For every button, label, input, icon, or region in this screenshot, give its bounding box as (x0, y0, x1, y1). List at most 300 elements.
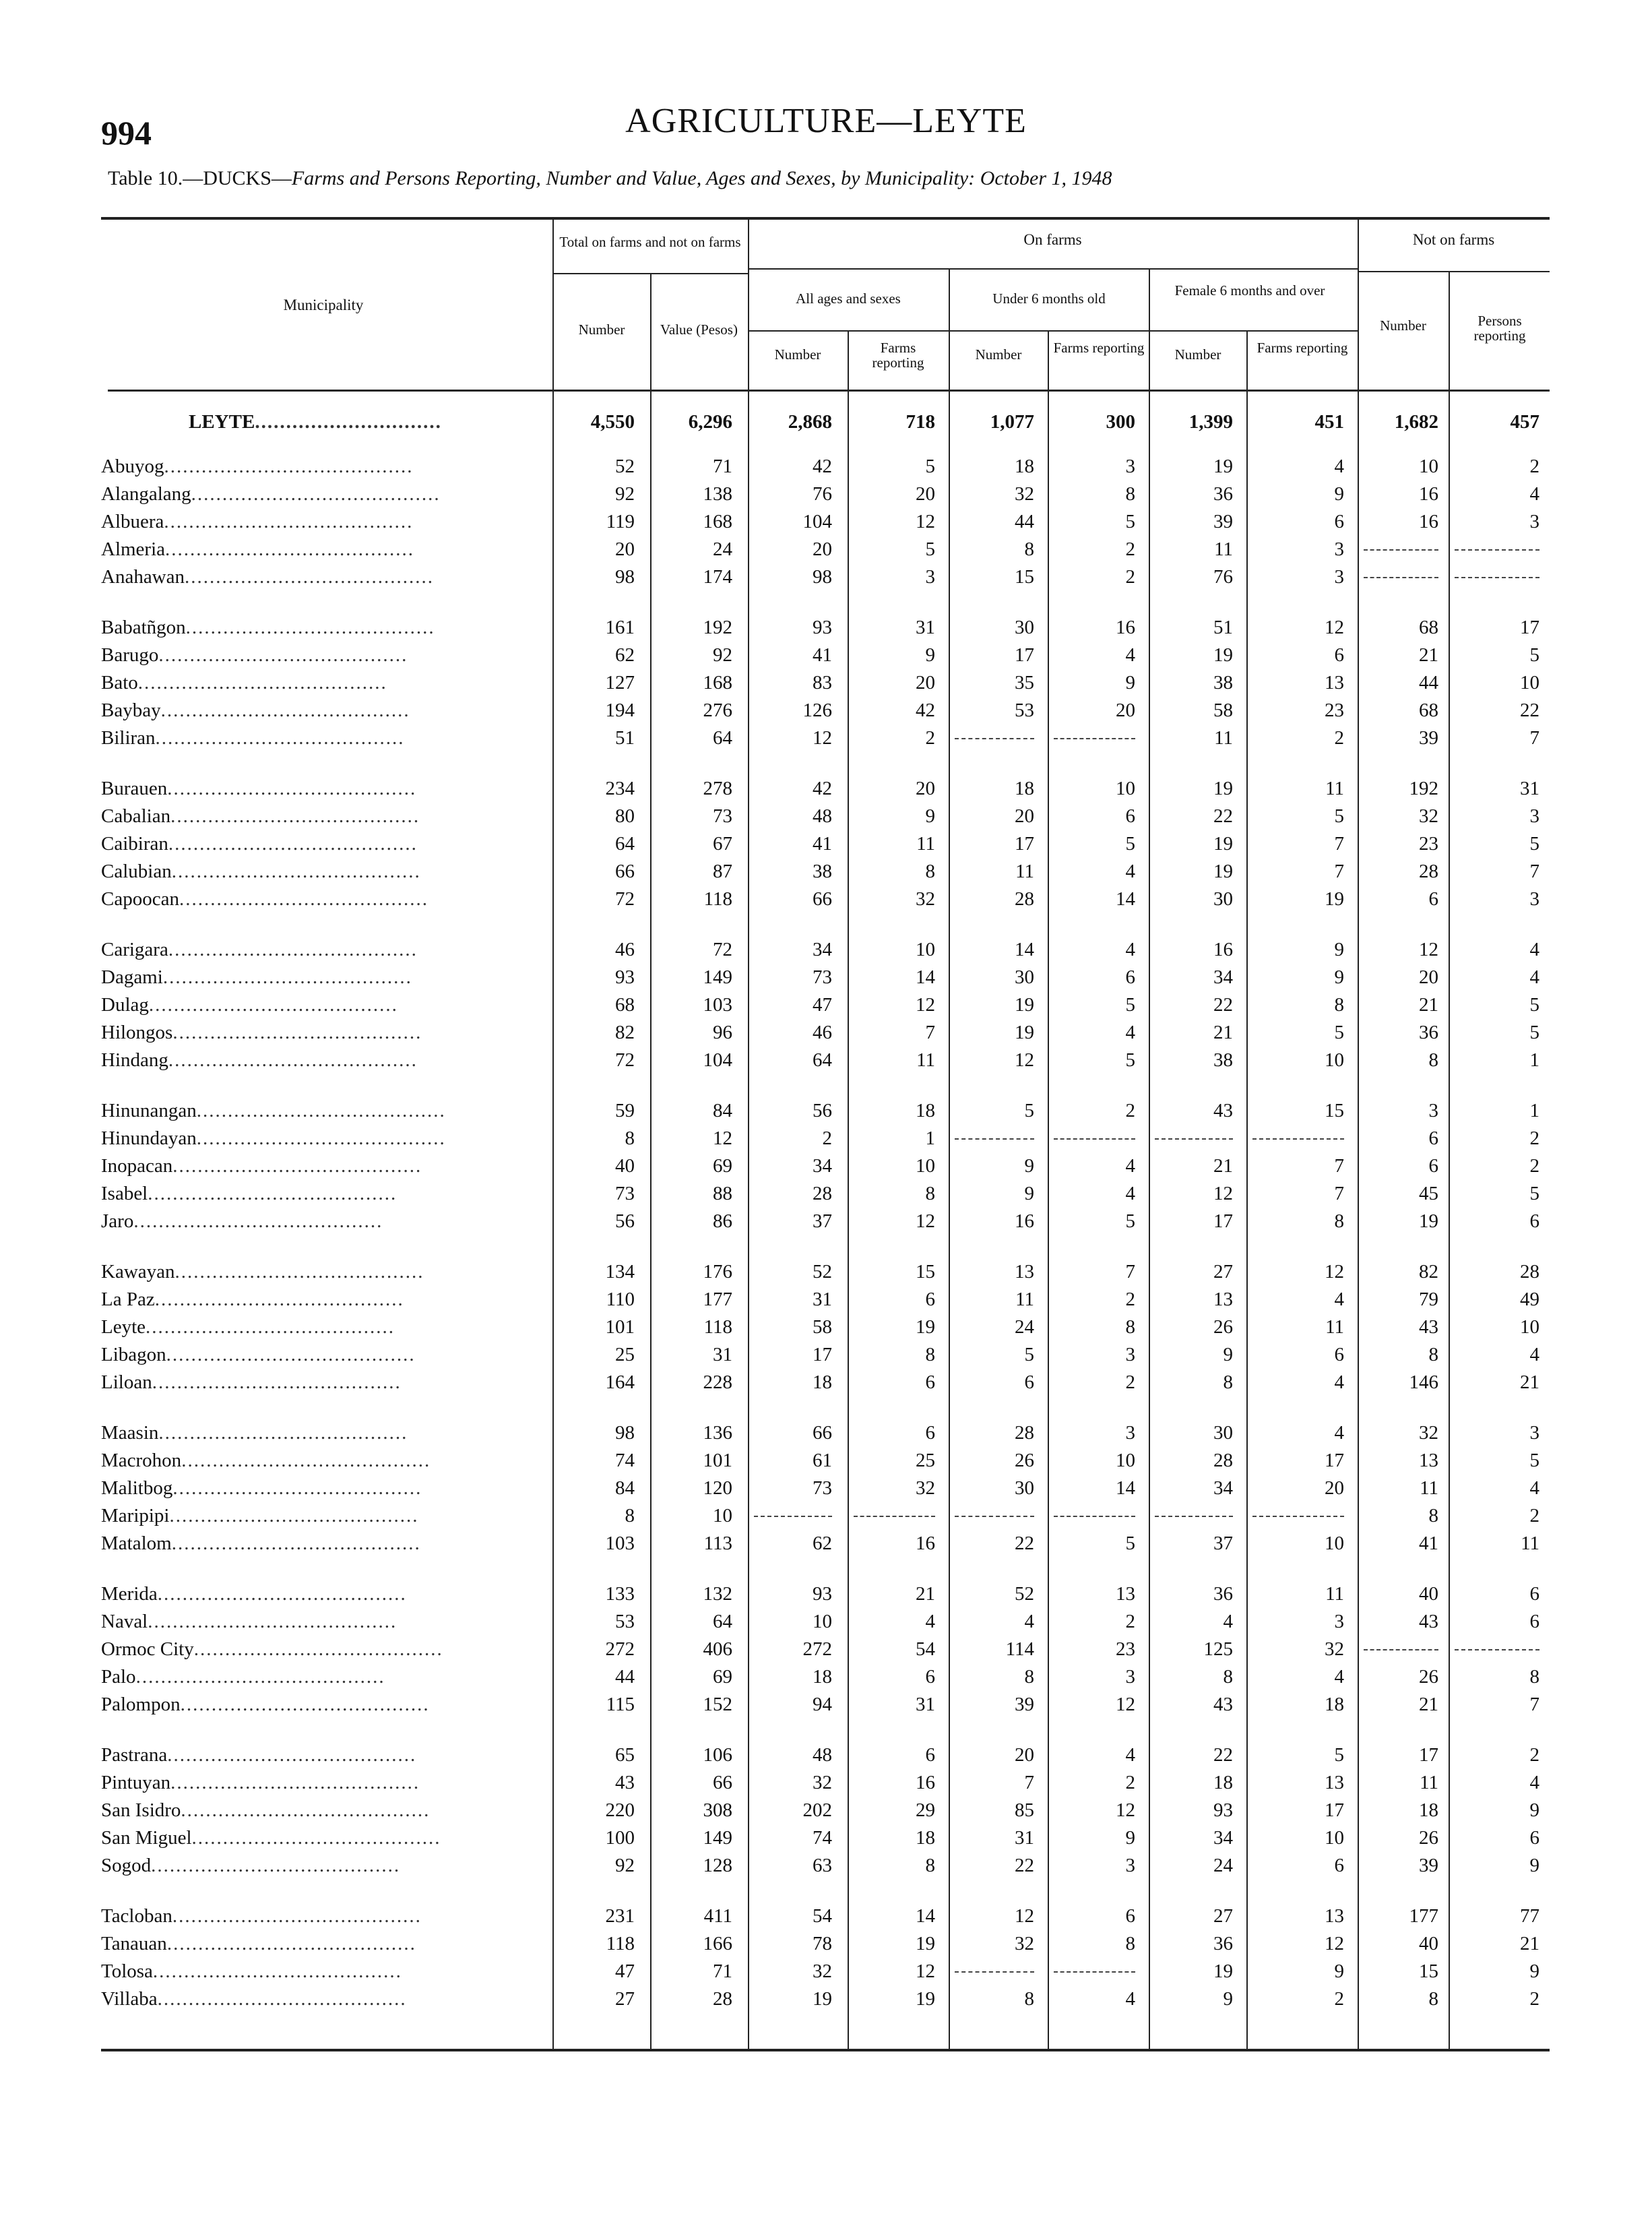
under6-number-cell: 114 (1005, 1638, 1034, 1660)
total-value-cell: 192 (703, 617, 732, 638)
not-number-cell: 8 (1428, 1344, 1438, 1365)
not-number-cell: 45 (1419, 1183, 1438, 1204)
all-number-cell: 78 (813, 1933, 832, 1954)
under6-number-cell: 15 (1015, 566, 1034, 588)
female6-farms-cell: 4 (1334, 1289, 1344, 1310)
all-number-cell: 42 (813, 456, 832, 477)
table-row (0, 1208, 1652, 1235)
female6-farms-cell: 23 (1325, 700, 1344, 721)
total-number-cell: 92 (615, 483, 635, 505)
not-number-cell: 68 (1419, 617, 1438, 638)
under6-number-cell: 19 (1015, 1022, 1034, 1043)
total-value-cell: 118 (703, 1316, 732, 1338)
under6-farms-cell: 6 (1125, 966, 1135, 988)
female6-farms-cell: 5 (1334, 1022, 1344, 1043)
all-farms-cell: 5 (925, 538, 935, 560)
persons-reporting-dash (1455, 1649, 1539, 1650)
total-number-cell: 115 (606, 1694, 635, 1715)
not-number-cell: 39 (1419, 1855, 1438, 1876)
female6-number-cell: 51 (1213, 617, 1233, 638)
municipality-name: Maasin........................................ (101, 1422, 408, 1444)
female6-number-cell: 11 (1214, 727, 1233, 749)
municipality-name: Leyte........................................ (101, 1316, 395, 1338)
all-farms-cell: 8 (925, 1855, 935, 1876)
total-number-cell: 8 (625, 1128, 635, 1149)
table-row (0, 1341, 1652, 1368)
all-farms-cell: 32 (916, 888, 935, 910)
persons-reporting-cell: 2 (1529, 456, 1539, 477)
municipality-name: Ormoc City........................................ (101, 1638, 443, 1660)
total-value-cell: 71 (713, 1960, 732, 1982)
not-number-cell: 15 (1419, 1960, 1438, 1982)
total-number-cell: 27 (615, 1988, 635, 2010)
not-number-cell: 32 (1419, 1422, 1438, 1444)
table-row (0, 1286, 1652, 1313)
under6-farms-cell: 4 (1125, 861, 1135, 882)
under6-farms-cell: 8 (1125, 1316, 1135, 1338)
table-row (0, 1125, 1652, 1152)
under6-farms-cell: 8 (1125, 483, 1135, 505)
table-row (0, 1824, 1652, 1851)
under6-farms-cell: 5 (1125, 1533, 1135, 1554)
not-number-dash (1364, 1649, 1438, 1650)
not-number-cell: 40 (1419, 1933, 1438, 1954)
onfarms-rule (748, 268, 1358, 270)
under6-farms-cell: 2 (1125, 538, 1135, 560)
total-value-cell: 406 (703, 1638, 732, 1660)
total-number-cell: 98 (615, 1422, 635, 1444)
under6-farms-header: Farms reporting (1053, 340, 1145, 356)
female6-farms-cell: 15 (1325, 1100, 1344, 1121)
all-number-cell: 66 (813, 888, 832, 910)
all-farms-cell: 19 (916, 1316, 935, 1338)
not-number-cell: 6 (1428, 888, 1438, 910)
all-farms-cell: 20 (916, 778, 935, 799)
total-value-cell: 177 (703, 1289, 732, 1310)
female6-number-cell: 13 (1213, 1289, 1233, 1310)
persons-reporting-cell: 1 (1529, 1049, 1539, 1071)
under6-farms-cell: 4 (1125, 1183, 1135, 1204)
not-number-cell: 6 (1428, 1155, 1438, 1177)
not-number-cell: 44 (1419, 672, 1438, 693)
female6-farms-cell: 20 (1325, 1477, 1344, 1499)
not-number-cell: 40 (1419, 1583, 1438, 1605)
female6-number-cell: 22 (1213, 994, 1233, 1016)
all-farms-cell: 29 (916, 1799, 935, 1821)
persons-reporting-cell: 7 (1529, 861, 1539, 882)
total-value-cell: 92 (713, 644, 732, 666)
under6-number-cell: 85 (1015, 1799, 1034, 1821)
under6-number-cell: 35 (1015, 672, 1034, 693)
all-number-cell: 76 (813, 483, 832, 505)
under6-farms-dash (1054, 738, 1135, 739)
persons-reporting-cell: 9 (1529, 1799, 1539, 1821)
all-number-cell: 62 (813, 1533, 832, 1554)
table-row (0, 1369, 1652, 1396)
all-farms-cell: 12 (916, 994, 935, 1016)
total-cell: 6,296 (688, 411, 732, 433)
under6-farms-dash (1054, 1971, 1135, 1973)
all-farms-cell: 25 (916, 1450, 935, 1471)
female6-number-cell: 19 (1213, 833, 1233, 855)
all-farms-cell: 10 (916, 1155, 935, 1177)
all-number-cell: 54 (813, 1905, 832, 1927)
female6-farms-cell: 7 (1334, 1155, 1344, 1177)
female6-farms-cell: 7 (1334, 833, 1344, 855)
not-number-cell: 16 (1419, 511, 1438, 532)
not-number-cell: 6 (1428, 1128, 1438, 1149)
total-value-cell: 64 (713, 1611, 732, 1632)
under6-number-cell: 52 (1015, 1583, 1034, 1605)
all-farms-cell: 3 (925, 566, 935, 588)
total-value-cell: 10 (713, 1505, 732, 1526)
not-number-cell: 11 (1420, 1477, 1438, 1499)
total-value-cell: 96 (713, 1022, 732, 1043)
all-number-cell: 63 (813, 1855, 832, 1876)
all-number-cell: 46 (813, 1022, 832, 1043)
all-number-cell: 93 (813, 1583, 832, 1605)
persons-reporting-cell: 2 (1529, 1744, 1539, 1766)
caption-label: Table 10.—DUCKS— (108, 167, 292, 189)
under6-farms-cell: 2 (1125, 1100, 1135, 1121)
all-farms-cell: 32 (916, 1477, 935, 1499)
total-number-cell: 66 (615, 861, 635, 882)
all-farms-cell: 11 (916, 833, 935, 855)
municipality-name: Babatñgon........................................ (101, 617, 435, 638)
persons-reporting-cell: 49 (1520, 1289, 1539, 1310)
persons-reporting-cell: 4 (1529, 483, 1539, 505)
female6-number-cell: 8 (1223, 1371, 1233, 1393)
under6-number-dash (955, 1138, 1034, 1140)
all-number-cell: 74 (813, 1827, 832, 1849)
under6-farms-cell: 7 (1125, 1261, 1135, 1283)
persons-reporting-cell: 6 (1529, 1611, 1539, 1632)
total-value-cell: 103 (703, 994, 732, 1016)
under6-number-cell: 22 (1015, 1855, 1034, 1876)
municipality-name: Palompon........................................ (101, 1694, 430, 1715)
not-number-cell: 3 (1428, 1100, 1438, 1121)
table-row (0, 481, 1652, 507)
under6-number-cell: 9 (1024, 1183, 1034, 1204)
total-number-cell: 101 (605, 1316, 635, 1338)
total-number-cell: 65 (615, 1744, 635, 1766)
persons-reporting-cell: 11 (1521, 1533, 1539, 1554)
all-number-cell: 17 (813, 1344, 832, 1365)
total-cell: 451 (1314, 411, 1344, 433)
total-value-cell: 118 (703, 888, 732, 910)
all-number-cell: 12 (813, 727, 832, 749)
persons-reporting-cell: 4 (1529, 1477, 1539, 1499)
under6-number-dash (955, 1971, 1034, 1973)
municipality-name: Villaba........................................ (101, 1988, 407, 2010)
all-number-cell: 56 (813, 1100, 832, 1121)
all-farms-cell: 15 (916, 1261, 935, 1283)
all-farms-cell: 5 (925, 456, 935, 477)
female6-number-cell: 19 (1213, 861, 1233, 882)
all-number-cell: 41 (813, 644, 832, 666)
table-row (0, 1447, 1652, 1474)
municipality-name: Anahawan........................................ (101, 566, 435, 588)
all-farms-dash (854, 1516, 935, 1517)
all-number-cell: 94 (813, 1694, 832, 1715)
total-value-cell: 69 (713, 1666, 732, 1688)
all-farms-cell: 12 (916, 511, 935, 532)
all-farms-cell: 11 (916, 1049, 935, 1071)
not-number-cell: 21 (1419, 994, 1438, 1016)
female6-number-cell: 58 (1213, 700, 1233, 721)
persons-reporting-cell: 3 (1529, 511, 1539, 532)
under6-farms-cell: 4 (1125, 644, 1135, 666)
total-number-cell: 20 (615, 538, 635, 560)
total-number-cell: 46 (615, 939, 635, 960)
persons-reporting-dash (1455, 577, 1539, 578)
all-number-cell: 41 (813, 833, 832, 855)
all-farms-cell: 6 (925, 1422, 935, 1444)
all-farms-cell: 20 (916, 672, 935, 693)
total-value-cell: 166 (703, 1933, 732, 1954)
female6-farms-cell: 8 (1334, 1210, 1344, 1232)
female6-number-cell: 19 (1213, 778, 1233, 799)
table-row (0, 1769, 1652, 1796)
municipality-name: Palo........................................ (101, 1666, 385, 1688)
total-number-cell: 84 (615, 1477, 635, 1499)
female6-farms-cell: 5 (1334, 805, 1344, 827)
under6-number-cell: 17 (1015, 833, 1034, 855)
female6-farms-cell: 2 (1334, 1988, 1344, 2010)
female6-number-cell: 37 (1213, 1533, 1233, 1554)
female6-farms-cell: 10 (1325, 1827, 1344, 1849)
total-value-cell: 84 (713, 1100, 732, 1121)
all-number-cell: 73 (813, 966, 832, 988)
under6-farms-cell: 12 (1116, 1799, 1135, 1821)
table-row (0, 1903, 1652, 1929)
persons-reporting-cell: 2 (1529, 1988, 1539, 2010)
under6-farms-cell: 4 (1125, 939, 1135, 960)
not-number-cell: 26 (1419, 1827, 1438, 1849)
all-number-cell: 98 (813, 566, 832, 588)
total-number-cell: 161 (605, 617, 635, 638)
female6-farms-cell: 6 (1334, 1344, 1344, 1365)
total-cell: 718 (906, 411, 935, 433)
total-number-cell: 127 (605, 672, 635, 693)
not-number-cell: 26 (1419, 1666, 1438, 1688)
all-number-cell: 32 (813, 1960, 832, 1982)
municipality-name: Dagami........................................ (101, 966, 412, 988)
female6-number-cell: 38 (1213, 672, 1233, 693)
female6-number-cell: 9 (1223, 1344, 1233, 1365)
under6-number-cell: 28 (1015, 1422, 1034, 1444)
not-number-cell: 8 (1428, 1505, 1438, 1526)
municipality-name: Sogod........................................ (101, 1855, 401, 1876)
under6-header: Under 6 months old (992, 290, 1106, 307)
total-cell: 300 (1106, 411, 1135, 433)
all-farms-cell: 16 (916, 1533, 935, 1554)
under6-number-cell: 22 (1015, 1533, 1034, 1554)
under6-farms-cell: 8 (1125, 1933, 1135, 1954)
female6-number-cell: 36 (1213, 1583, 1233, 1605)
female6-farms-cell: 11 (1325, 1583, 1344, 1605)
total-cell: 4,550 (590, 411, 635, 433)
all-farms-cell: 54 (916, 1638, 935, 1660)
female6-farms-cell: 9 (1334, 483, 1344, 505)
total-value-cell: 138 (703, 483, 732, 505)
under6-farms-cell: 23 (1116, 1638, 1135, 1660)
all-number-cell: 73 (813, 1477, 832, 1499)
not-number-cell: 36 (1419, 1022, 1438, 1043)
table-top-rule (101, 217, 1550, 220)
under6-number-cell: 28 (1015, 888, 1034, 910)
municipality-name: Barugo........................................ (101, 644, 408, 666)
under6-number-cell: 17 (1015, 644, 1034, 666)
total-number-cell: 72 (615, 888, 635, 910)
under6-number-cell: 32 (1015, 483, 1034, 505)
table-row (0, 1608, 1652, 1635)
female6-number-cell: 93 (1213, 1799, 1233, 1821)
not-number-cell: 79 (1419, 1289, 1438, 1310)
all-number-dash (754, 1516, 832, 1517)
total-number-cell: 25 (615, 1344, 635, 1365)
female6-number-cell: 21 (1213, 1022, 1233, 1043)
municipality-name: San Isidro........................................ (101, 1799, 431, 1821)
municipality-name: Hinunangan........................................ (101, 1100, 446, 1121)
under6-number-cell: 18 (1015, 778, 1034, 799)
female6-number-cell: 27 (1213, 1905, 1233, 1927)
under6-farms-cell: 3 (1125, 456, 1135, 477)
not-number-cell: 39 (1419, 727, 1438, 749)
municipality-name: Isabel........................................ (101, 1183, 398, 1204)
persons-reporting-cell: 10 (1520, 1316, 1539, 1338)
table-row (0, 1958, 1652, 1985)
not-number-cell: 16 (1419, 483, 1438, 505)
not-number-cell: 21 (1419, 644, 1438, 666)
under6-farms-cell: 5 (1125, 833, 1135, 855)
female6-farms-cell: 5 (1334, 1744, 1344, 1766)
total-number-cell: 72 (615, 1049, 635, 1071)
total-number-cell: 100 (605, 1827, 635, 1849)
female6-farms-cell: 17 (1325, 1450, 1344, 1471)
municipality-name: Cabalian........................................ (101, 805, 420, 827)
table-row (0, 1663, 1652, 1690)
municipality-name: Albuera........................................ (101, 511, 414, 532)
under6-number-cell: 8 (1024, 1666, 1034, 1688)
total-value-cell: 87 (713, 861, 732, 882)
total-number-cell: 74 (615, 1450, 635, 1471)
total-value-cell: 176 (703, 1261, 732, 1283)
female6-number-cell: 26 (1213, 1316, 1233, 1338)
under6-farms-cell: 5 (1125, 511, 1135, 532)
not-number-cell: 17 (1419, 1744, 1438, 1766)
total-number-cell: 272 (605, 1638, 635, 1660)
female6-farms-cell: 4 (1334, 456, 1344, 477)
page-heading: AGRICULTURE—LEYTE (625, 102, 1027, 140)
all-number-cell: 18 (813, 1666, 832, 1688)
all-farms-cell: 2 (925, 727, 935, 749)
total-number-cell: 59 (615, 1100, 635, 1121)
under6-number-cell: 8 (1024, 538, 1034, 560)
not-number-cell: 43 (1419, 1316, 1438, 1338)
total-value-cell: 411 (703, 1905, 732, 1927)
under6-farms-cell: 2 (1125, 1289, 1135, 1310)
female6-number-cell: 18 (1213, 1772, 1233, 1793)
municipality-name: Tanauan........................................ (101, 1933, 416, 1954)
under6-farms-cell: 6 (1125, 805, 1135, 827)
all-number-cell: 93 (813, 617, 832, 638)
under6-number-cell: 44 (1015, 511, 1034, 532)
total-value-cell: 149 (703, 1827, 732, 1849)
female6-farms-cell: 12 (1325, 1933, 1344, 1954)
under6-farms-cell: 3 (1125, 1855, 1135, 1876)
female6-farms-cell: 9 (1334, 1960, 1344, 1982)
under6-number-cell: 31 (1015, 1827, 1034, 1849)
all-number-cell: 202 (802, 1799, 832, 1821)
female6-number-cell: 4 (1223, 1611, 1233, 1632)
all-number-cell: 48 (813, 1744, 832, 1766)
total-value-cell: 28 (713, 1988, 732, 2010)
total-value-cell: 101 (703, 1450, 732, 1471)
not-number-cell: 19 (1419, 1210, 1438, 1232)
under6-number-cell: 18 (1015, 456, 1034, 477)
total-number-cell: 133 (605, 1583, 635, 1605)
total-value-cell: 12 (713, 1128, 732, 1149)
female6-number-cell: 22 (1213, 805, 1233, 827)
persons-reporting-dash (1455, 549, 1539, 551)
total-value-cell: 228 (703, 1371, 732, 1393)
under6-number-cell: 11 (1015, 1289, 1034, 1310)
all-farms-cell: 6 (925, 1744, 935, 1766)
table-row (0, 1314, 1652, 1340)
total-value-cell: 104 (703, 1049, 732, 1071)
persons-reporting-cell: 2 (1529, 1505, 1539, 1526)
female6-number-cell: 9 (1223, 1988, 1233, 2010)
under6-number-cell: 20 (1015, 1744, 1034, 1766)
female6-farms-cell: 9 (1334, 939, 1344, 960)
female6-farms-cell: 3 (1334, 1611, 1344, 1632)
total-value-cell: 174 (703, 566, 732, 588)
total-cell: 1,077 (990, 411, 1034, 433)
municipality-name: Naval........................................ (101, 1611, 398, 1632)
all-number-cell: 64 (813, 1049, 832, 1071)
persons-reporting-cell: 7 (1529, 727, 1539, 749)
persons-reporting-cell: 6 (1529, 1583, 1539, 1605)
under6-farms-cell: 9 (1125, 1827, 1135, 1849)
all-ages-header: All ages and sexes (796, 290, 901, 307)
total-value-cell: 64 (713, 727, 732, 749)
all-farms-cell: 6 (925, 1666, 935, 1688)
not-number-cell: 13 (1419, 1450, 1438, 1471)
all-number-cell: 20 (813, 538, 832, 560)
table-row (0, 803, 1652, 830)
all-farms-cell: 21 (916, 1583, 935, 1605)
female6-number-cell: 22 (1213, 1744, 1233, 1766)
under6-number-cell: 4 (1024, 1611, 1034, 1632)
under6-farms-dash (1054, 1138, 1135, 1140)
municipality-name: Alangalang........................................ (101, 483, 441, 505)
female6-farms-cell: 4 (1334, 1371, 1344, 1393)
table-row (0, 1930, 1652, 1957)
all-farms-cell: 12 (916, 1960, 935, 1982)
municipality-name: Tolosa........................................ (101, 1960, 402, 1982)
not-number-header: Number (1380, 317, 1426, 334)
table-row (0, 1797, 1652, 1824)
under6-number-cell: 14 (1015, 939, 1034, 960)
municipality-name: Tacloban........................................ (101, 1905, 422, 1927)
all-farms-cell: 18 (916, 1100, 935, 1121)
all-number-cell: 58 (813, 1316, 832, 1338)
all-farms-cell: 1 (925, 1128, 935, 1149)
persons-reporting-cell: 4 (1529, 1344, 1539, 1365)
total-number-cell: 51 (615, 727, 635, 749)
female6-farms-header: Farms reporting (1257, 340, 1348, 356)
